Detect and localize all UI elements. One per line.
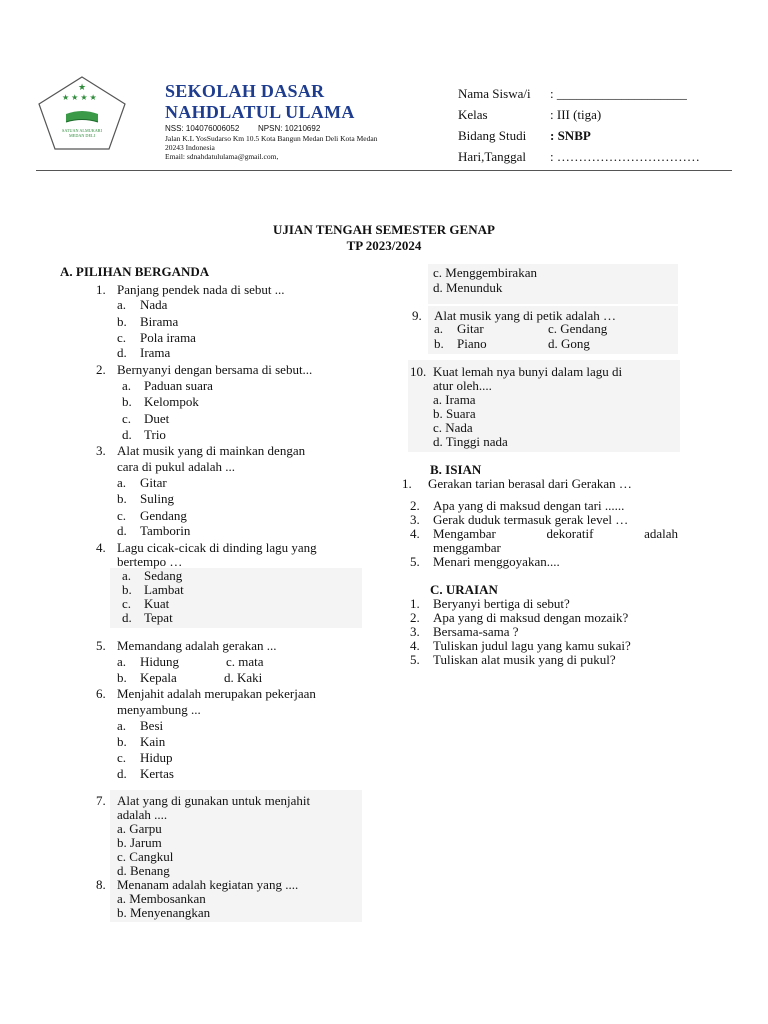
q6-option: Kain (140, 734, 166, 749)
isian-number: 5. (410, 554, 420, 569)
school-address-line1: Jalan K.L YosSudarso Km 10.5 Kota Bangun Medan Deli Kota Medan (165, 134, 378, 143)
field-value-name[interactable]: : ____________________ (550, 86, 687, 101)
q7-option: c. Cangkul (117, 849, 174, 864)
logo-text: SATUAN ALMUKARI (62, 128, 102, 133)
isian-item: Gerak duduk termasuk gerak level … (433, 512, 629, 527)
q2-option: Trio (144, 427, 166, 442)
npsn-number: NPSN: 10210692 (258, 124, 321, 133)
q1-number: 1. (96, 282, 106, 297)
nss-number: NSS: 104076006052 (165, 124, 240, 133)
isian-item (433, 526, 678, 541)
header-divider (36, 170, 732, 171)
q1-option-letter: b. (117, 314, 127, 329)
uraian-item: Tuliskan alat musik yang di pukul? (433, 652, 616, 667)
q5-option-letter: b. (117, 670, 127, 685)
uraian-item: Bersama-sama ? (433, 624, 519, 639)
q10-option: a. Irama (433, 392, 476, 407)
section-b-heading: B. ISIAN (430, 462, 482, 477)
q3-option-letter: d. (117, 523, 127, 538)
q5-number: 5. (96, 638, 106, 653)
isian-item: Menari menggoyakan.... (433, 554, 560, 569)
q1-option: Pola irama (140, 330, 196, 345)
q7-option: b. Jarum (117, 835, 162, 850)
isian-number: 2. (410, 498, 420, 513)
q6-option: Besi (140, 718, 164, 733)
isian-word: adalah (644, 526, 678, 541)
q8-text: Menanam adalah kegiatan yang .... (117, 877, 299, 892)
field-label-class: Kelas (458, 107, 488, 122)
q3-option: Tamborin (140, 523, 191, 538)
q1-option-letter: c. (117, 330, 127, 345)
exam-year: TP 2023/2024 (346, 238, 422, 253)
q5-option: Kepala (140, 670, 177, 685)
uraian-number: 3. (410, 624, 420, 639)
isian-number: 4. (410, 526, 420, 541)
field-label-date: Hari,Tanggal (458, 149, 527, 164)
q7-text-line1: Alat yang di gunakan untuk menjahit (117, 793, 311, 808)
uraian-number: 4. (410, 638, 420, 653)
q6-option: Kertas (140, 766, 174, 781)
q3-option: Suling (140, 491, 174, 506)
q1-option: Birama (140, 314, 179, 329)
uraian-item: Beryanyi bertiga di sebut? (433, 596, 570, 611)
uraian-number: 5. (410, 652, 420, 667)
isian-number: 1. (402, 476, 412, 491)
q8-option: c. Menggembirakan (433, 265, 537, 280)
q6-text-line1: Menjahit adalah merupakan pekerjaan (117, 686, 316, 701)
q9-option: Gitar (457, 321, 484, 336)
q6-option-letter: d. (117, 766, 127, 781)
field-value-subject: : SNBP (550, 128, 591, 143)
q4-option: Kuat (144, 596, 170, 611)
q3-number: 3. (96, 443, 106, 458)
uraian-number: 2. (410, 610, 420, 625)
q6-option-letter: c. (117, 750, 127, 765)
school-email: Email: sdnahdatululama@gmail.com, (165, 152, 279, 161)
q7-text-line2: adalah .... (117, 807, 168, 822)
q2-option-letter: a. (122, 378, 132, 393)
q6-number: 6. (96, 686, 106, 701)
isian-item-line2: menggambar (433, 540, 501, 555)
uraian-item: Tuliskan judul lagu yang kamu sukai? (433, 638, 631, 653)
q10-option: d. Tinggi nada (433, 434, 508, 449)
q7-number: 7. (96, 793, 106, 808)
q3-option-letter: c. (117, 508, 127, 523)
q5-option: d. Kaki (224, 670, 263, 685)
q4-text-line2: bertempo … (117, 554, 183, 569)
uraian-number: 1. (410, 596, 420, 611)
q4-option-letter: a. (122, 568, 132, 583)
q1-option-letter: d. (117, 345, 127, 360)
q2-option: Kelompok (144, 394, 199, 409)
school-name-line2: NAHDLATUL ULAMA (165, 102, 355, 122)
field-label-subject: Bidang Studi (458, 128, 527, 143)
q7-option: d. Benang (117, 863, 170, 878)
school-logo (36, 74, 128, 152)
q2-option-letter: d. (122, 427, 132, 442)
q9-option: d. Gong (548, 336, 590, 351)
q1-option: Irama (140, 345, 171, 360)
q8-option: a. Membosankan (117, 891, 206, 906)
q2-number: 2. (96, 362, 106, 377)
q2-option: Duet (144, 411, 170, 426)
q6-option: Hidup (140, 750, 173, 765)
q9-option: Piano (457, 336, 487, 351)
q3-text-line1: Alat musik yang di mainkan dengan (117, 443, 306, 458)
q9-option-letter: b. (434, 336, 444, 351)
q2-option-letter: b. (122, 394, 132, 409)
section-c-heading: C. URAIAN (430, 582, 498, 597)
isian-number: 3. (410, 512, 420, 527)
q5-text: Memandang adalah gerakan ... (117, 638, 277, 653)
q8-option: d. Menunduk (433, 280, 503, 295)
q3-option-letter: a. (117, 475, 127, 490)
q10-number: 10. (410, 364, 427, 379)
q6-option-letter: a. (117, 718, 127, 733)
q9-option: c. Gendang (548, 321, 608, 336)
q4-option-letter: d. (122, 610, 132, 625)
q2-option-letter: c. (122, 411, 132, 426)
q8-number: 8. (96, 877, 106, 892)
q9-text: Alat musik yang di petik adalah … (434, 308, 616, 323)
q10-text-line2: atur oleh.... (433, 378, 492, 393)
q5-option-letter: a. (117, 654, 127, 669)
q8-option: b. Menyenangkan (117, 905, 211, 920)
field-label-name: Nama Siswa/i (458, 86, 531, 101)
isian-item: Gerakan tarian berasal dari Gerakan … (428, 476, 632, 491)
q4-option: Lambat (144, 582, 184, 597)
svg-text:★: ★ (78, 82, 87, 92)
q4-option-letter: b. (122, 582, 132, 597)
q6-option-letter: b. (117, 734, 127, 749)
q1-option: Nada (140, 297, 168, 312)
q6-text-line2: menyambung ... (117, 702, 201, 717)
school-address-line2: 20243 Indonesia (165, 143, 215, 152)
exam-title: UJIAN TENGAH SEMESTER GENAP (273, 222, 495, 237)
q10-text-line1: Kuat lemah nya bunyi dalam lagu di (433, 364, 623, 379)
q9-number: 9. (412, 308, 422, 323)
q4-option: Sedang (144, 568, 183, 583)
q10-option: c. Nada (433, 420, 473, 435)
field-value-class: : III (tiga) (550, 107, 602, 122)
q3-option-letter: b. (117, 491, 127, 506)
q4-text-line1: Lagu cicak-cicak di dinding lagu yang (117, 540, 317, 555)
q5-option: Hidung (140, 654, 179, 669)
svg-text:MEDAN DELI: MEDAN DELI (69, 133, 95, 138)
q3-text-line2: cara di pukul adalah ... (117, 459, 236, 474)
q1-text: Panjang pendek nada di sebut ... (117, 282, 285, 297)
q9-option-letter: a. (434, 321, 444, 336)
uraian-item: Apa yang di maksud dengan mozaik? (433, 610, 629, 625)
isian-word: dekoratif (546, 526, 594, 541)
q2-text: Bernyanyi dengan bersama di sebut... (117, 362, 313, 377)
isian-item: Apa yang di maksud dengan tari ...... (433, 498, 625, 513)
q5-option: c. mata (226, 654, 264, 669)
school-name-line1: SEKOLAH DASAR (165, 81, 325, 101)
field-value-date[interactable]: : …………………………… (550, 149, 700, 164)
q2-option: Paduan suara (144, 378, 213, 393)
q7-option: a. Garpu (117, 821, 162, 836)
q4-number: 4. (96, 540, 106, 555)
q4-option-letter: c. (122, 596, 132, 611)
q10-option: b. Suara (433, 406, 476, 421)
q3-option: Gendang (140, 508, 187, 523)
q3-option: Gitar (140, 475, 167, 490)
q4-option: Tepat (144, 610, 173, 625)
svg-text:★ ★ ★ ★: ★ ★ ★ ★ (62, 93, 97, 102)
section-a-heading: A. PILIHAN BERGANDA (60, 264, 210, 279)
q1-option-letter: a. (117, 297, 127, 312)
isian-word: Mengambar (433, 526, 496, 541)
